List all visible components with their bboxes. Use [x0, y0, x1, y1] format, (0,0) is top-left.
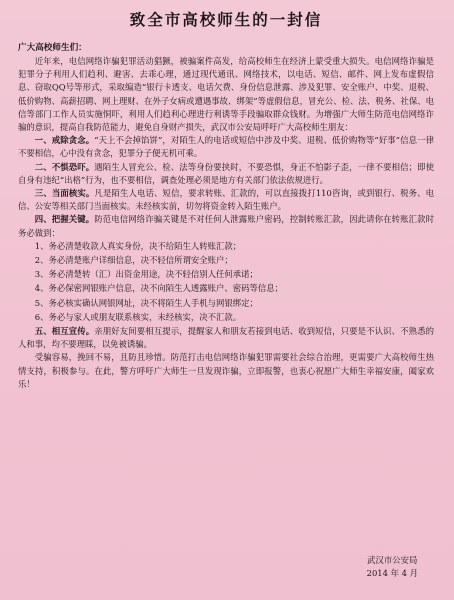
item-1-text: “天上不会掉馅饼”，对陌生人的电话或短信中涉及中奖、退税、低价购物等“好事”信息一律不要相信，心中没有贪念，犯罪分子便无机可乘。: [18, 135, 435, 159]
item-5: [18, 325, 434, 351]
item-2-text: 遇陌生人冒充公、检、法等身份要挟时，不要恐惧，身正不怕影子歪，一律不要相信；即使自身有违纪“出格”行为，也不要相信，调查处理必须是地方有关部门依法依规进行。: [18, 161, 435, 185]
item-4: [18, 213, 434, 239]
signature-org: 武汉市公安局: [367, 555, 418, 565]
item-5-heading: 五、相互宣传。: [34, 326, 95, 337]
greeting: 广大高校师生们：: [18, 43, 87, 53]
item-2: [18, 161, 434, 187]
signature-date: 2014 年 4 月: [366, 568, 418, 578]
item-4-heading: 四、把握关键。: [34, 214, 95, 225]
item-3-text: 凡是陌生人电话、短信，要求转账、汇款的，可以直接拨打110咨询，或到银行、税务、电信、公安等相关部门当面核实。未经核实前，切勿将资金转入陌生账户。: [18, 188, 435, 212]
letter-title: 致全市高校师生的一封信: [129, 10, 323, 29]
rule-3: 3、务必清楚转（汇）出资金用途，决不轻信别人任何承诺；: [34, 269, 258, 280]
item-4-text: 防范电信网络诈骗关键是不对任何人泄露账户密码，控制转账汇款，因此请你在转账汇款时务必做到：: [18, 214, 435, 238]
item-3: [18, 187, 434, 213]
signature-block: [367, 554, 418, 580]
rule-5: 5、务必核实确认网银网址，决不将陌生人手机与网银绑定；: [34, 297, 258, 308]
rule-4: 4、务必保密网银账户信息，决不向陌生人透露账户、密码等信息；: [34, 283, 283, 294]
item-5-text: 亲朋好友间要相互提示，提醒家人和朋友若接到电话、收到短信，只要是不认识、不熟悉的人和事，均不要理睬，以免被诱骗。: [18, 326, 435, 350]
rule-1: 1、务必清楚收款人真实身份，决不给陌生人转账汇款；: [34, 240, 242, 251]
rule-6: 6、务必与家人或朋友联系核实，未经核实，决不汇款。: [34, 311, 242, 322]
closing-paragraph: 受骗容易，挽回不易，且防且珍惜。防范打击电信网络诈骗犯罪需要社会综合治理，更需要广大高校师生热情支持，积极参与。在此，警方呼吁广大师生一旦发现诈骗，立即报警，也衷心祝愿广大师生幸福安康，阖家欢乐！: [18, 352, 434, 389]
item-1: [18, 134, 434, 160]
letter-body: [18, 42, 434, 391]
rule-2: 2、务必清楚账户详细信息，决不轻信所谓安全账户；: [34, 255, 233, 266]
item-1-heading: 一、戒除贪念。: [34, 135, 95, 146]
item-3-heading: 三、当面核实。: [34, 188, 95, 199]
intro-paragraph: 近年来，电信网络诈骗犯罪活动猖獗，被骗案件高发，给高校师生在经济上蒙受重大损失。电信网络诈骗是犯罪分子利用人们趋利、避害、去乖心理，通过现代通讯、网络技术，以电话、短信、邮件、网上发布虚假信息、窃取QQ号等形式，采取编造“银行卡透支、电话欠费、身份信息泄露、涉及犯罪、安全账户、中奖、退税、低价购物、高薪招聘、网上理财、在外子女病或遭遇事故、绑架”等虚假信息，冒充公、检、法、税务、社保、电信等部门工作人员实施恫吓，利用人们趋利心理进行利诱等手段骗取群众钱财。为增强广大师生防范电信网络诈骗的意识，提高自我防范能力，避免自身财产损失，武汉市公安局呼吁广大高校师生朋友：: [18, 56, 434, 133]
item-2-heading: 二、不惧恐吓。: [34, 161, 95, 172]
